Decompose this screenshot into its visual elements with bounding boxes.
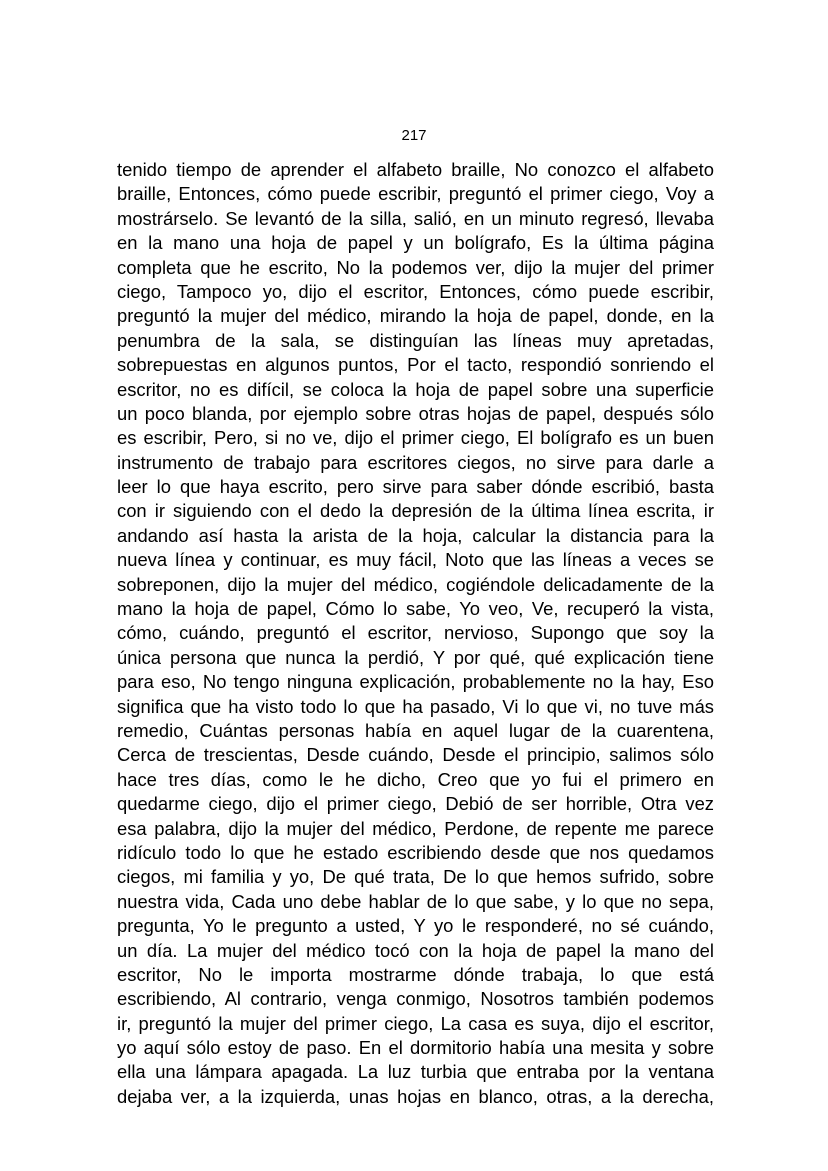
text-line: con ir siguiendo con el dedo la depresión de la última línea escrita, ir [117,500,714,522]
text-line: Cerca de trescientas, Desde cuándo, Desde el principio, salimos sólo [117,744,714,766]
text-line: ciego, Tampoco yo, dijo el escritor, Entonces, cómo puede escribir, [117,280,714,302]
text-line: hace tres días, como le he dicho, Creo que yo fui el primero en [117,768,714,790]
text-line: preguntó la mujer del médico, mirando la hoja de papel, donde, en la [117,305,714,327]
text-line: dejaba ver, a la izquierda, unas hojas en blanco, otras, a la derecha, [117,1085,714,1107]
text-line: mostrárselo. Se levantó de la silla, salió, en un minuto regresó, llevaba [117,207,714,229]
text-line: sobreponen, dijo la mujer del médico, cogiéndole delicadamente de la [117,573,714,595]
text-line: escribiendo, Al contrario, venga conmigo, Nosotros también podemos [117,988,714,1010]
text-line: cómo, cuándo, preguntó el escritor, nervioso, Supongo que soy la [117,622,714,644]
text-line: remedio, Cuántas personas había en aquel lugar de la cuarentena, [117,719,714,741]
text-line: escritor, No le importa mostrarme dónde trabaja, lo que está [117,963,714,985]
text-line: nueva línea y continuar, es muy fácil, Noto que las líneas a veces se [117,549,714,571]
text-line: ciegos, mi familia y yo, De qué trata, De lo que hemos sufrido, sobre [117,866,714,888]
text-line: tenido tiempo de aprender el alfabeto braille, No conozco el alfabeto [117,159,714,180]
body-text [117,158,714,1109]
text-line: escritor, no es difícil, se coloca la hoja de papel sobre una superficie [117,378,714,400]
text-line: pregunta, Yo le pregunto a usted, Y yo le responderé, no sé cuándo, [117,915,714,937]
text-line: penumbra de la sala, se distinguían las líneas muy apretadas, [117,329,714,351]
text-line: yo aquí sólo estoy de paso. En el dormitorio había una mesita y sobre [117,1037,714,1059]
text-line: completa que he escrito, No la podemos ver, dijo la mujer del primer [117,256,714,278]
text-line: sobrepuestas en algunos puntos, Por el tacto, respondió sonriendo el [117,354,714,376]
text-line: significa que ha visto todo lo que ha pasado, Vi lo que vi, no tuve más [117,695,714,717]
text-line: es escribir, Pero, si no ve, dijo el primer ciego, El bolígrafo es un buen [117,427,714,449]
text-line: nuestra vida, Cada uno debe hablar de lo que sabe, y lo que no sepa, [117,890,714,912]
text-line: leer lo que haya escrito, pero sirve para saber dónde escribió, basta [117,476,714,498]
text-line: esa palabra, dijo la mujer del médico, Perdone, de repente me parece [117,817,714,839]
text-line: instrumento de trabajo para escritores ciegos, no sirve para darle a [117,451,714,473]
text-line: un día. La mujer del médico tocó con la hoja de papel la mano del [117,939,714,961]
text-line: ella una lámpara apagada. La luz turbia que entraba por la ventana [117,1061,714,1083]
text-line: andando así hasta la arista de la hoja, calcular la distancia para la [117,524,714,546]
page-number: 217 [401,127,427,144]
text-line: ir, preguntó la mujer del primer ciego, La casa es suya, dijo el escritor, [117,1012,714,1034]
text-line: un poco blanda, por ejemplo sobre otras hojas de papel, después sólo [117,402,714,424]
text-line: quedarme ciego, dijo el primer ciego, Debió de ser horrible, Otra vez [117,793,714,815]
text-line: braille, Entonces, cómo puede escribir, preguntó el primer ciego, Voy a [117,183,714,205]
text-line: ridículo todo lo que he estado escribiendo desde que nos quedamos [117,841,714,863]
text-line: para eso, No tengo ninguna explicación, probablemente no la hay, Eso [117,671,714,693]
text-line: única persona que nunca la perdió, Y por qué, qué explicación tiene [117,646,714,668]
text-line: en la mano una hoja de papel y un bolígrafo, Es la última página [117,232,714,254]
text-line: mano la hoja de papel, Cómo lo sabe, Yo veo, Ve, recuperó la vista, [117,598,714,620]
